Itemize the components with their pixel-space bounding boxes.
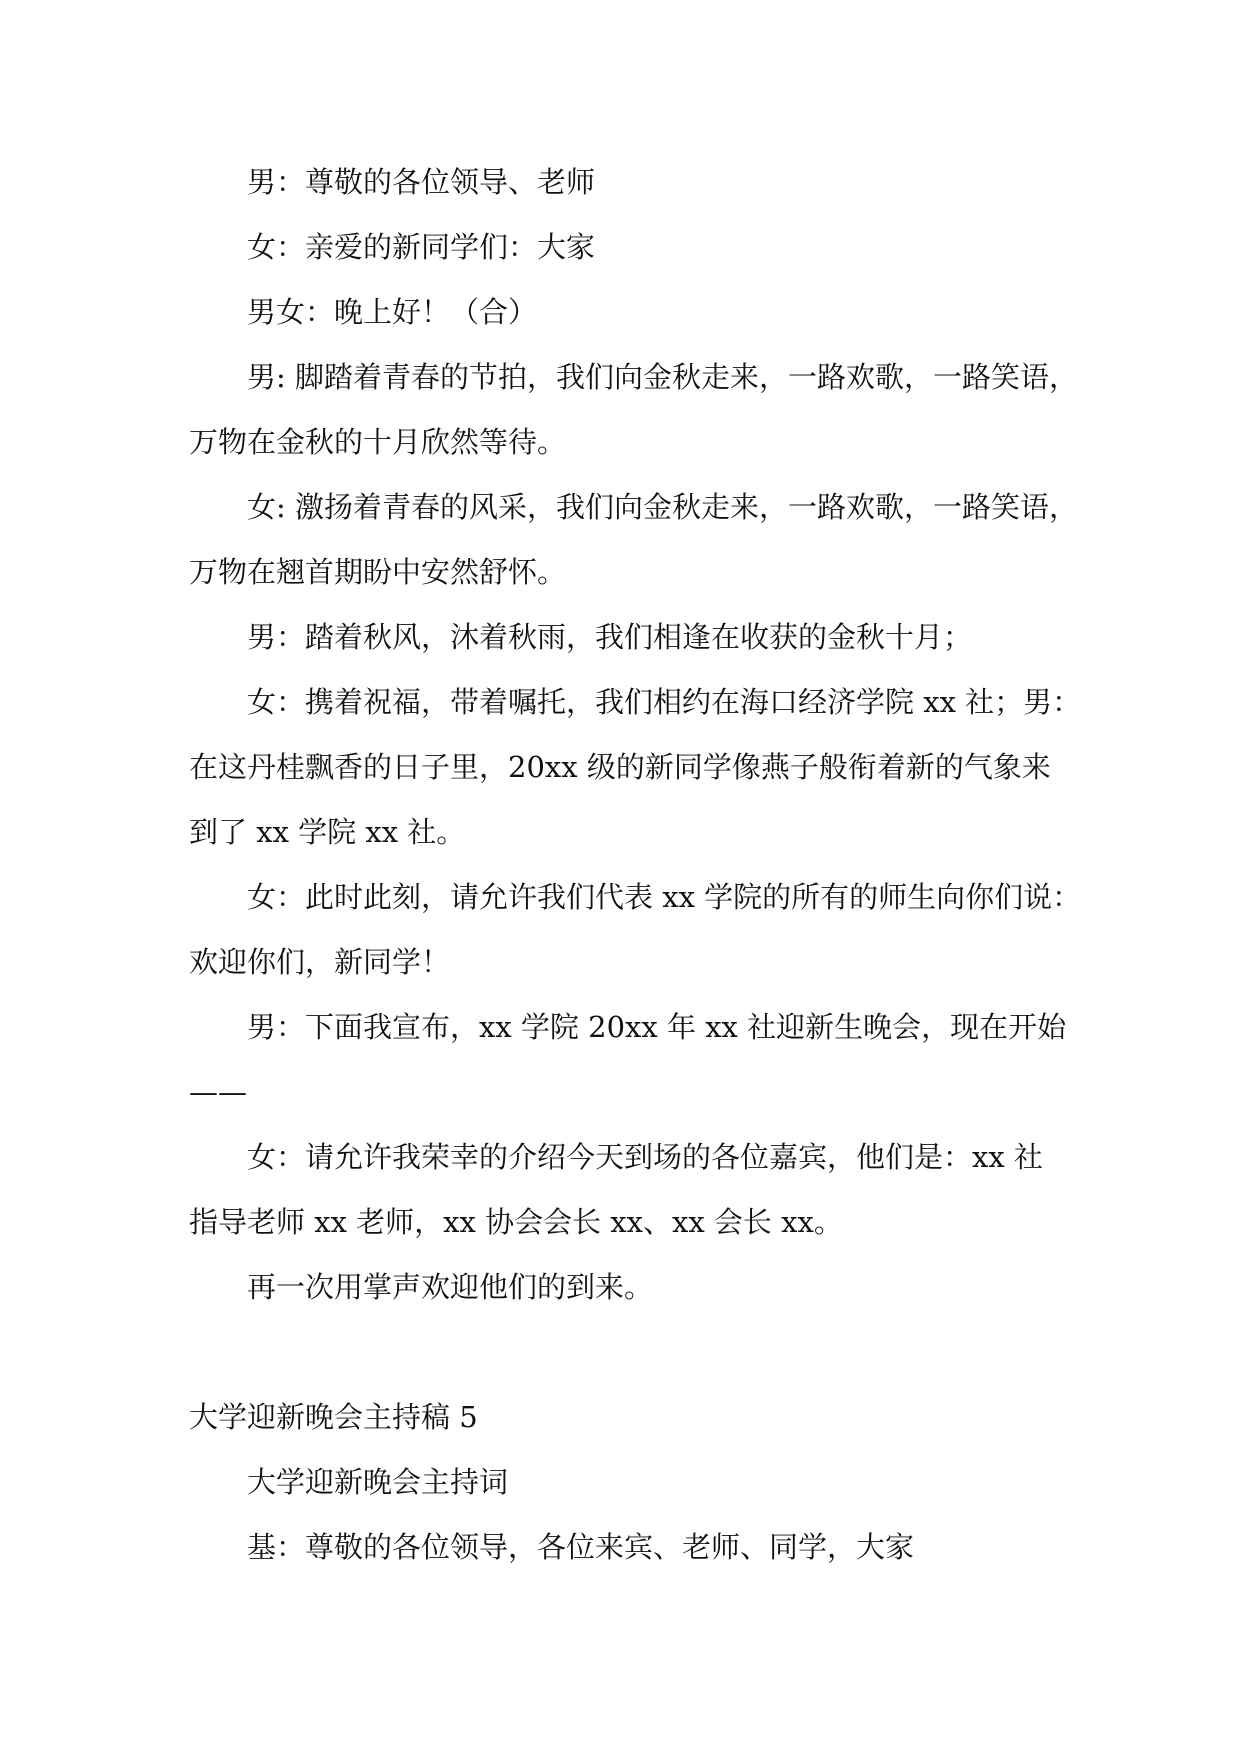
- paragraph-line: 女：携着祝福，带着嘱托，我们相约在海口经济学院 xx 社；男：: [247, 685, 1082, 719]
- paragraph-line: 男：尊敬的各位领导、老师: [247, 165, 596, 199]
- paragraph-line: 指导老师 xx 老师，xx 协会会长 xx、xx 会长 xx。: [189, 1205, 843, 1239]
- sub-heading: 大学迎新晚会主持词: [247, 1465, 509, 1499]
- paragraph-line: 万物在金秋的十月欣然等待。: [189, 425, 567, 459]
- paragraph-line: 在这丹桂飘香的日子里，20xx 级的新同学像燕子般衔着新的气象来: [189, 750, 1051, 784]
- paragraph-line: 男: 脚踏着青春的节拍，我们向金秋走来，一路欢歌，一路笑语，: [247, 360, 1078, 394]
- paragraph-line: 女: 激扬着青春的风采，我们向金秋走来，一路欢歌，一路笑语，: [247, 490, 1078, 524]
- paragraph-line: 再一次用掌声欢迎他们的到来。: [247, 1270, 654, 1304]
- paragraph-line: 男：踏着秋风，沐着秋雨，我们相逢在收获的金秋十月；: [247, 620, 973, 654]
- section-heading: 大学迎新晚会主持稿 5: [189, 1400, 478, 1434]
- paragraph-line: 到了 xx 学院 xx 社。: [189, 815, 466, 849]
- paragraph-line: 男：下面我宣布，xx 学院 20xx 年 xx 社迎新生晚会，现在开始: [247, 1010, 1067, 1044]
- paragraph-line: 男女：晚上好！（合）: [247, 295, 538, 329]
- paragraph-line: 女：请允许我荣幸的介绍今天到场的各位嘉宾，他们是：xx 社: [247, 1140, 1043, 1174]
- paragraph-line: 万物在翘首期盼中安然舒怀。: [189, 555, 567, 589]
- paragraph-line: 女：亲爱的新同学们：大家: [247, 230, 596, 264]
- paragraph-line: 女：此时此刻，请允许我们代表 xx 学院的所有的师生向你们说：: [247, 880, 1082, 914]
- paragraph-line: 欢迎你们，新同学！: [189, 945, 451, 979]
- paragraph-line: 基：尊敬的各位领导，各位来宾、老师、同学，大家: [247, 1530, 915, 1564]
- paragraph-line: ——: [189, 1075, 247, 1109]
